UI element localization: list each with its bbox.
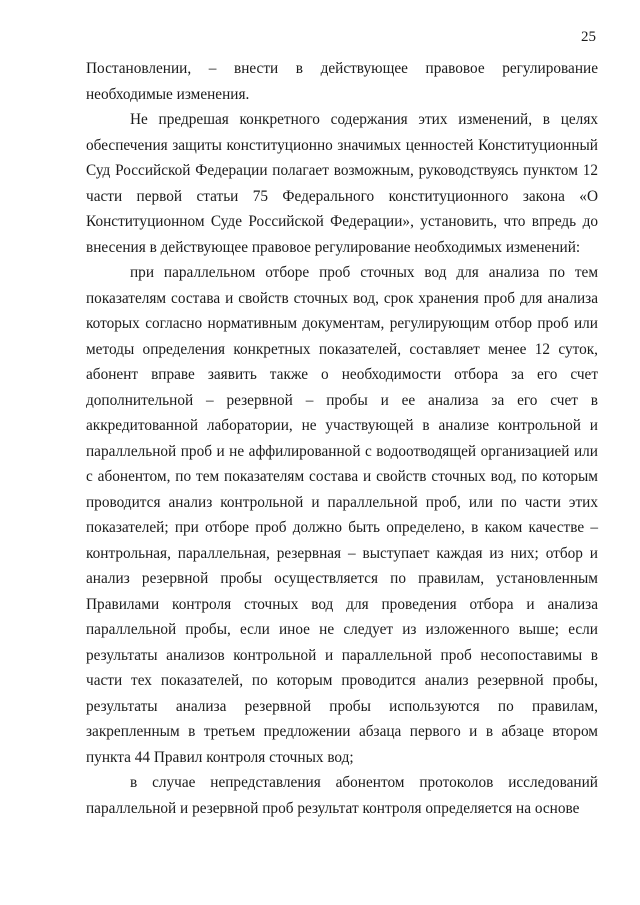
paragraph-continuation: Постановлении, – внести в действующее правовое регулирование необходимые изменения. xyxy=(86,60,598,103)
paragraph-parallel-sampling: при параллельном отборе проб сточных вод для анализа по тем показателям состава и свойств сточных вод, срок хранения проб для анализа которых согласно нормативным документам, регулирующим отбор проб или методы определения конкретных показателей, составляет менее 12 суток, абонент вправе заявить также о необходимости отбора за его счет дополнительной – резервной – пробы и ее анализа за его счет в аккредитованной лаборатории, не участвующей в анализе контрольной и параллельной проб и не аффилированной с водоотводящей организацией или с абонентом, по тем показателям состава и свойств сточных вод, по которым проводится анализ контрольной и параллельной проб, или по части этих показателей; при отборе проб должно быть определено, в каком качестве – контрольная, параллельная, резервная – выступает каждая из них; отбор и анализ резервной пробы осуществляется по правилам, установленным Правилами контроля сточных вод для проведения отбора и анализа параллельной пробы, если иное не следует из изложенного выше; если результаты анализов контрольной и параллельной проб несопоставимы в части тех показателей, по которым проводится анализ резервной пробы, результаты анализа резервной пробы используются по правилам, закрепленным в третьем предложении абзаца первого и в абзаце втором пункта 44 Правил контроля сточных вод; xyxy=(86,264,598,766)
page-number: 25 xyxy=(581,29,596,45)
paragraph-court-decision: Не предрешая конкретного содержания этих изменений, в целях обеспечения защиты конституционно значимых ценностей Конституционный Суд Российской Федерации полагает возможным, руководствуясь пунктом 12 части первой статьи 75 Федерального конституционного закона «О Конституционном Суде Российской Федерации», установить, что впредь до внесения в действующее правовое регулирование необходимых изменений: xyxy=(86,111,598,256)
document-body xyxy=(86,56,598,821)
paragraph-non-submission: в случае непредставления абонентом протоколов исследований параллельной и резервной проб результат контроля определяется на основе xyxy=(86,774,598,817)
